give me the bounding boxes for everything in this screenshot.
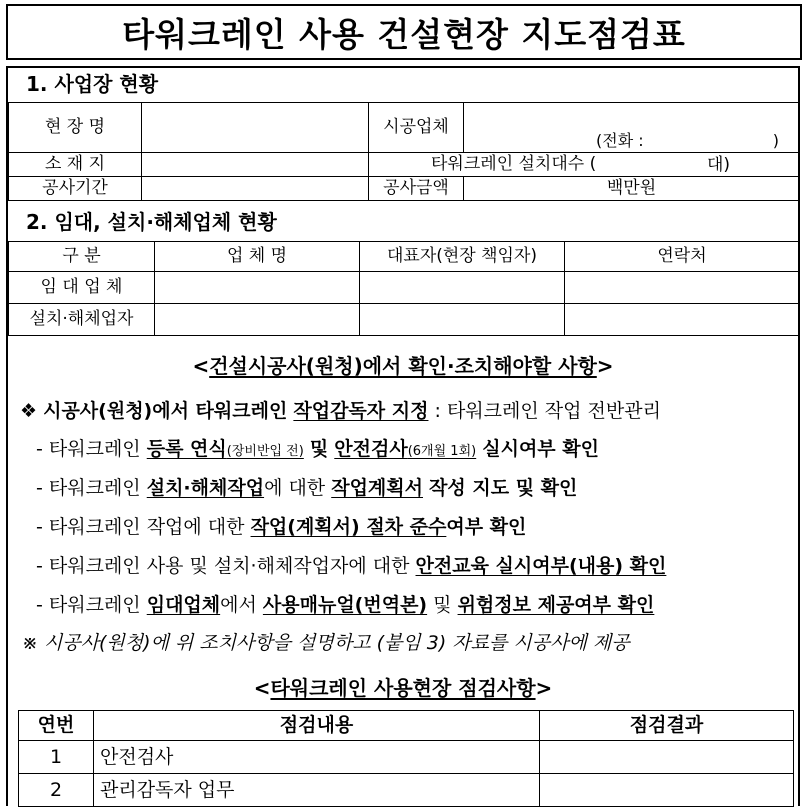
location-field[interactable]	[142, 153, 369, 177]
inspect-title: <타워크레인 사용현장 점검사항>	[253, 676, 553, 700]
confirm-line-3: - 타워크레인 작업에 대한 작업(계획서) 절차 준수여부 확인	[36, 516, 527, 538]
diamond-bullet-icon: ❖	[20, 400, 38, 422]
col-result: 점검결과	[540, 711, 794, 741]
installer-name[interactable]	[155, 304, 360, 336]
installer-contact[interactable]	[565, 304, 800, 336]
col-contact: 연락처	[565, 242, 800, 272]
row-no: 1	[19, 741, 94, 774]
confirm-line-2: - 타워크레인 설치·해체작업에 대한 작업계획서 작성 지도 및 확인	[36, 477, 578, 499]
amount-unit: 백만원	[606, 178, 657, 198]
col-company: 업 체 명	[155, 242, 360, 272]
crane-count-cell[interactable]	[369, 153, 800, 177]
form-frame	[6, 66, 800, 806]
contractor-field[interactable]	[464, 103, 800, 153]
amount-label: 공사금액	[369, 177, 464, 201]
period-label: 공사기간	[9, 177, 142, 201]
rental-company-name[interactable]	[155, 272, 360, 304]
confirm-main-item: ❖ 시공사(원청)에서 타워크레인 작업감독자 지정 : 타워크레인 작업 전반관리	[20, 400, 661, 422]
row-result[interactable]	[540, 741, 794, 774]
crane-count-unit: 대)	[707, 155, 731, 175]
confirm-line-5: - 타워크레인 임대업체에서 사용매뉴얼(번역본) 및 위험정보 제공여부 확인	[36, 594, 655, 616]
col-type: 구 분	[9, 242, 155, 272]
installer-label: 설치·해체업자	[9, 304, 155, 336]
crane-count-label: 타워크레인 설치대수 (	[431, 154, 597, 174]
contractor-label: 시공업체	[369, 103, 464, 153]
section2-heading: 2. 임대, 설치·해체업체 현황	[26, 210, 277, 234]
site-info-table	[8, 102, 800, 201]
col-rep: 대표자(현장 책임자)	[360, 242, 565, 272]
confirm-line-1: - 타워크레인 등록 연식(장비반입 전) 및 안전검사(6개월 1회) 실시여부 확인	[36, 438, 599, 460]
phone-label: (전화 :	[596, 131, 644, 150]
section1-heading: 1. 사업장 현황	[26, 72, 159, 96]
inspect-table	[18, 710, 794, 807]
amount-field[interactable]	[464, 177, 800, 201]
rental-company-rep[interactable]	[360, 272, 565, 304]
installer-rep[interactable]	[360, 304, 565, 336]
location-label: 소 재 지	[9, 153, 142, 177]
companies-table	[8, 241, 800, 336]
col-content: 점검내용	[94, 711, 540, 741]
page-title: 타워크레인 사용 건설현장 지도점검표	[6, 4, 802, 60]
col-no: 연번	[19, 711, 94, 741]
confirm-line-4: - 타워크레인 사용 및 설치·해체작업자에 대한 안전교육 실시여부(내용) 확인	[36, 555, 667, 577]
row-no: 2	[19, 774, 94, 807]
period-field[interactable]	[142, 177, 369, 201]
row-content: 안전검사	[94, 741, 540, 774]
rental-company-label: 임 대 업 체	[9, 272, 155, 304]
table-row	[19, 741, 794, 774]
confirm-title: <건설시공사(원청)에서 확인·조치해야할 사항>	[192, 354, 614, 378]
site-name-field[interactable]	[142, 103, 369, 153]
site-name-label: 현 장 명	[9, 103, 142, 153]
phone-close: )	[772, 131, 779, 150]
row-content: 관리감독자 업무	[94, 774, 540, 807]
rental-company-contact[interactable]	[565, 272, 800, 304]
confirm-note: ※ 시공사(원청)에 위 조치사항을 설명하고 (붙임 3) 자료를 시공사에 제공	[22, 632, 630, 654]
